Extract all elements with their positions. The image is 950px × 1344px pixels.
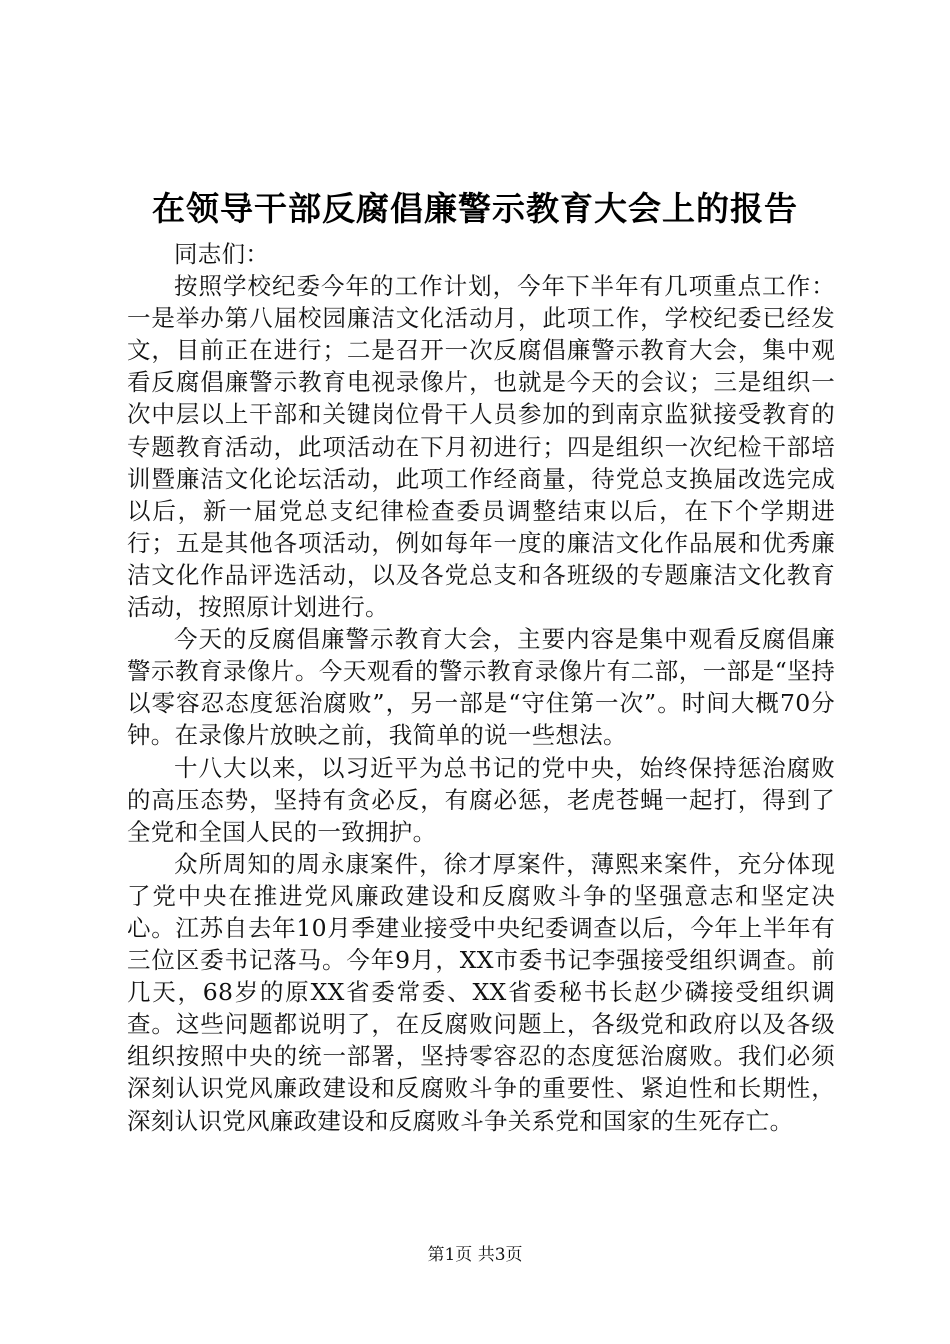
- paragraph-cases: 众所周知的周永康案件，徐才厚案件，薄熙来案件，充分体现了党中央在推进党风廉政建设和反腐败斗争的坚强意志和坚定决心。江苏自去年10月季建业接受中央纪委调查以后，今年上半年有三位区委书记落马。今年9月，XX市委书记李强接受组织调查。前几天，68岁的原XX省委常委、XX省委秘书长赵少磷接受组织调查。这些问题都说明了，在反腐败问题上，各级党和政府以及各级组织按照中央的统一部署，坚持零容忍的态度惩治腐败。我们必须深刻认识党风廉政建设和反腐败斗争的重要性、紧迫性和长期性，深刻认识党风廉政建设和反腐败斗争关系党和国家的生死存亡。: [127, 849, 835, 1135]
- document-title: 在领导干部反腐倡廉警示教育大会上的报告: [152, 189, 798, 228]
- paragraph-anti-corruption: 十八大以来，以习近平为总书记的党中央，始终保持惩治腐败的高压态势，坚持有贪必反，有腐必惩，老虎苍蝇一起打，得到了全党和全国人民的一致拥护。: [127, 753, 835, 846]
- document-body: [127, 238, 835, 1137]
- salutation: 同志们：: [174, 240, 270, 268]
- page-number: 第1页 共3页: [427, 1245, 523, 1265]
- paragraph-meeting-content: 今天的反腐倡廉警示教育大会，主要内容是集中观看反腐倡廉警示教育录像片。今天观看的警示教育录像片有二部，一部是“坚持以零容忍态度惩治腐败”，另一部是“守住第一次”。时间大概70分钟。在录像片放映之前，我简单的说一些想法。: [127, 625, 835, 750]
- paragraph-work-plan: 按照学校纪委今年的工作计划，今年下半年有几项重点工作：一是举办第八届校园廉洁文化活动月，此项工作，学校纪委已经发文，目前正在进行；二是召开一次反腐倡廉警示教育大会，集中观看反腐倡廉警示教育电视录像片，也就是今天的会议；三是组织一次中层以上干部和关键岗位骨干人员参加的到南京监狱接受教育的专题教育活动，此项活动在下月初进行；四是组织一次纪检干部培训暨廉洁文化论坛活动，此项工作经商量，待党总支换届改选完成以后，新一届党总支纪律检查委员调整结束以后，在下个学期进行；五是其他各项活动，例如每年一度的廉洁文化作品展和优秀廉洁文化作品评选活动，以及各党总支和各班级的专题廉洁文化教育活动，按照原计划进行。: [127, 272, 835, 622]
